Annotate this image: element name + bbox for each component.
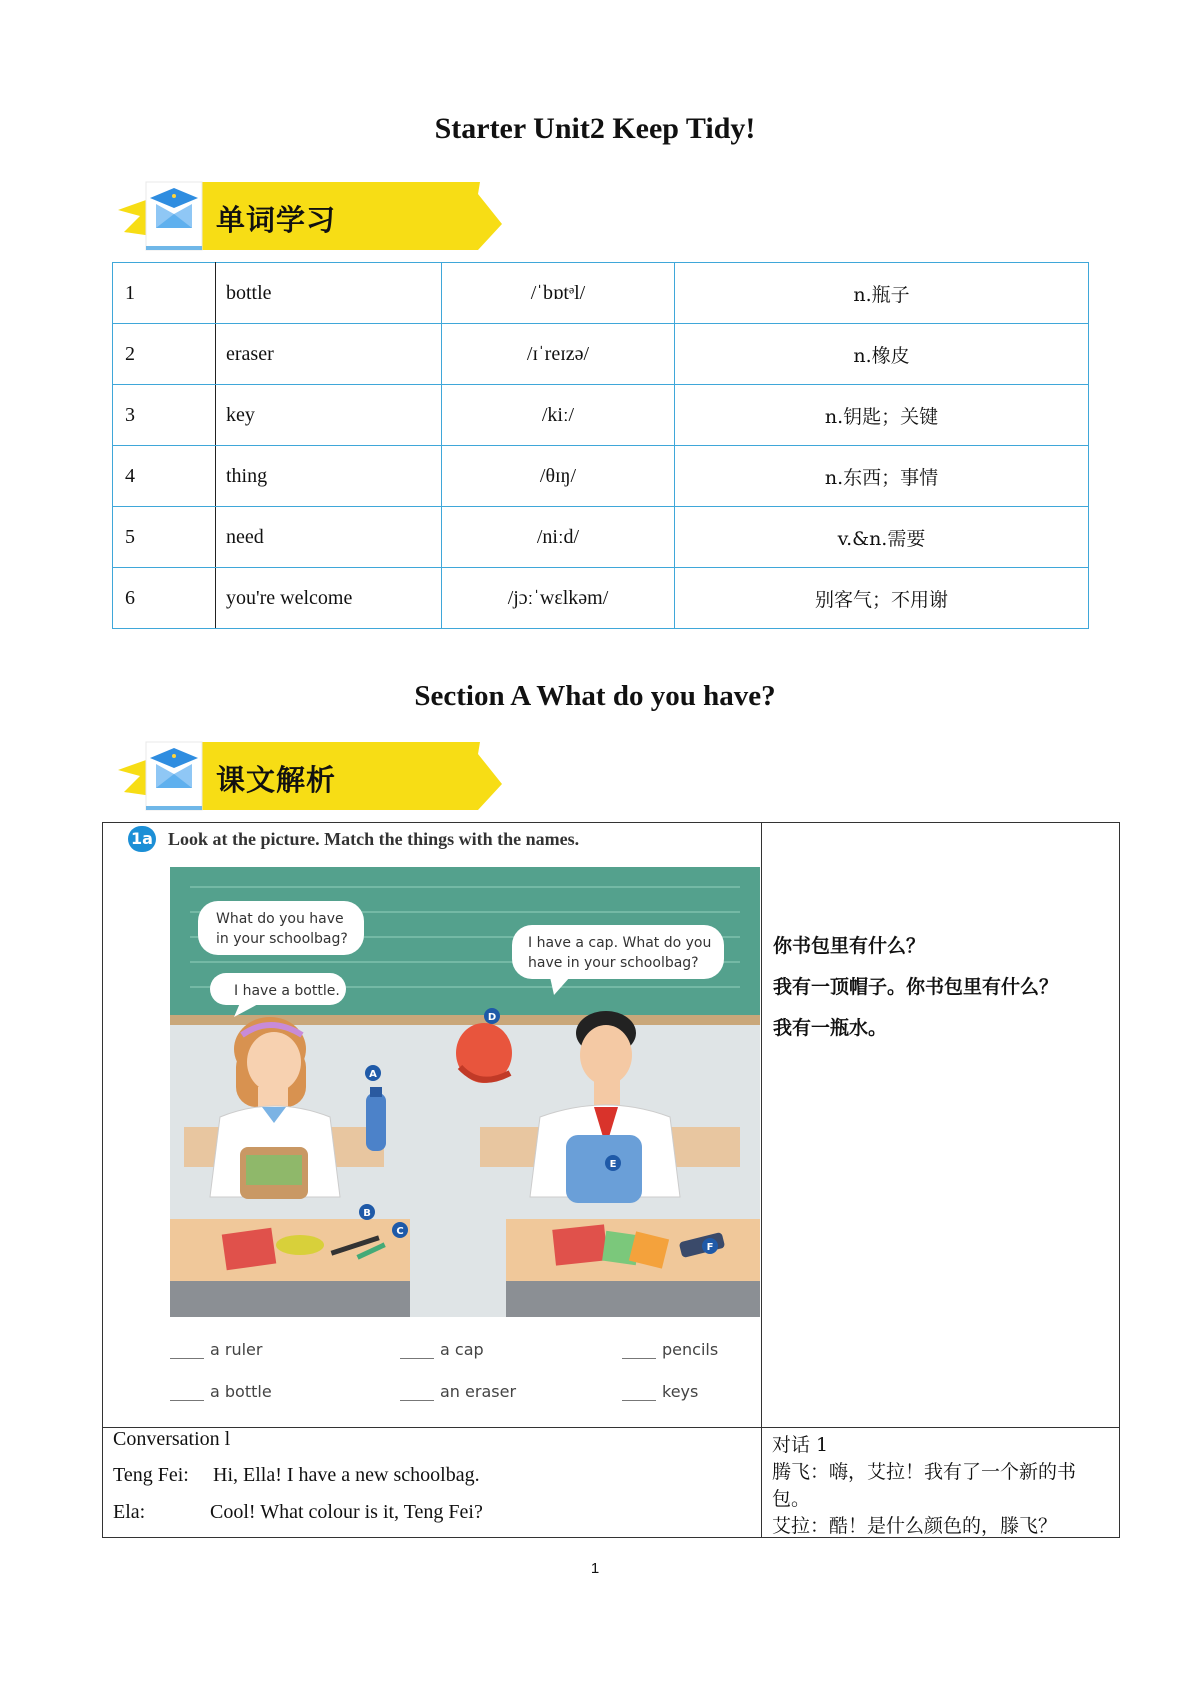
conversation-title: Conversation l (113, 1428, 231, 1450)
marker-label: B (363, 1208, 371, 1219)
match-item: a ruler (170, 1340, 262, 1359)
dialogue-line-cn: 艾拉：酷！是什么颜色的，滕飞？ (772, 1515, 1058, 1537)
table-row (113, 568, 1089, 629)
vocab-meaning: v.&n.需要 (675, 507, 1089, 568)
marker-label: D (487, 1012, 497, 1023)
bubble-text: I have a cap. What do you (528, 935, 712, 951)
vocab-phonetic: /jɔːˈwɛlkəm/ (442, 568, 675, 629)
vocab-num: 3 (113, 385, 216, 446)
match-item: pencils (622, 1340, 718, 1359)
section-title: Section A What do you have? (414, 680, 776, 712)
match-item: a cap (400, 1340, 484, 1359)
marker-label: E (609, 1159, 617, 1170)
exercise-instruction: Look at the picture. Match the things with the names. (168, 829, 580, 849)
text-analysis-banner-label: 课文解析 (216, 763, 337, 797)
vocab-num: 6 (113, 568, 216, 629)
bubble-text: have in your schoolbag? (528, 955, 699, 971)
speaker-label: Teng Fei: (113, 1464, 189, 1486)
vocab-banner (112, 180, 512, 256)
vocab-word: bottle (216, 263, 442, 324)
match-item: a bottle (170, 1382, 272, 1401)
dialogue-line-cn: 腾飞：嗨，艾拉！我有了一个新的书 (772, 1461, 1077, 1483)
vocab-phonetic: /θɪŋ/ (442, 446, 675, 507)
vocab-num: 2 (113, 324, 216, 385)
dialogue-line: Cool! What colour is it, Teng Fei? (210, 1501, 483, 1523)
translation-line: 我有一瓶水。 (773, 1017, 888, 1039)
page-number: 1 (590, 1560, 600, 1577)
bubble-text: What do you have (216, 911, 344, 927)
marker-label: F (706, 1242, 714, 1253)
translation-line: 我有一顶帽子。你书包里有什么？ (773, 976, 1059, 998)
text-analysis-banner (112, 740, 512, 816)
speaker-label: Ela: (113, 1501, 146, 1523)
vocab-meaning: 别客气；不用谢 (675, 568, 1089, 629)
vocab-num: 1 (113, 263, 216, 324)
vocab-word: thing (216, 446, 442, 507)
page-title: Starter Unit2 Keep Tidy! (434, 112, 756, 145)
classroom-illustration-icon (170, 867, 760, 1317)
vocab-num: 5 (113, 507, 216, 568)
classroom-illustration (170, 867, 760, 1317)
vocab-meaning: n.橡皮 (675, 324, 1089, 385)
row-divider (102, 1427, 1120, 1428)
table-row (113, 324, 1089, 385)
vocab-banner-label: 单词学习 (216, 203, 337, 237)
marker-label: C (396, 1226, 404, 1237)
table-row (113, 385, 1089, 446)
vocab-phonetic: /ˈbɒtᵊl/ (442, 263, 675, 324)
match-item: an eraser (400, 1382, 516, 1401)
conversation-title-cn: 对话 1 (772, 1434, 829, 1456)
vocab-word: you're welcome (216, 568, 442, 629)
vocab-meaning: n.瓶子 (675, 263, 1089, 324)
vocab-table (112, 262, 1089, 629)
vocab-word: need (216, 507, 442, 568)
exercise-badge: 1a (128, 826, 156, 852)
bubble-text: I have a bottle. (234, 983, 340, 999)
column-divider (761, 822, 762, 1538)
table-row (113, 263, 1089, 324)
translation-line: 你书包里有什么？ (773, 935, 926, 957)
dialogue-line-cn: 包。 (772, 1488, 811, 1510)
vocab-meaning: n.东西；事情 (675, 446, 1089, 507)
bubble-text: in your schoolbag? (216, 931, 348, 947)
dialogue-line: Hi, Ella! I have a new schoolbag. (213, 1464, 480, 1486)
vocab-word: key (216, 385, 442, 446)
vocab-meaning: n.钥匙；关键 (675, 385, 1089, 446)
match-item: keys (622, 1382, 698, 1401)
vocab-num: 4 (113, 446, 216, 507)
table-row (113, 507, 1089, 568)
marker-label: A (369, 1069, 377, 1080)
vocab-phonetic: /niːd/ (442, 507, 675, 568)
vocab-word: eraser (216, 324, 442, 385)
vocab-phonetic: /ɪˈreɪzə/ (442, 324, 675, 385)
table-row (113, 446, 1089, 507)
vocab-phonetic: /kiː/ (442, 385, 675, 446)
